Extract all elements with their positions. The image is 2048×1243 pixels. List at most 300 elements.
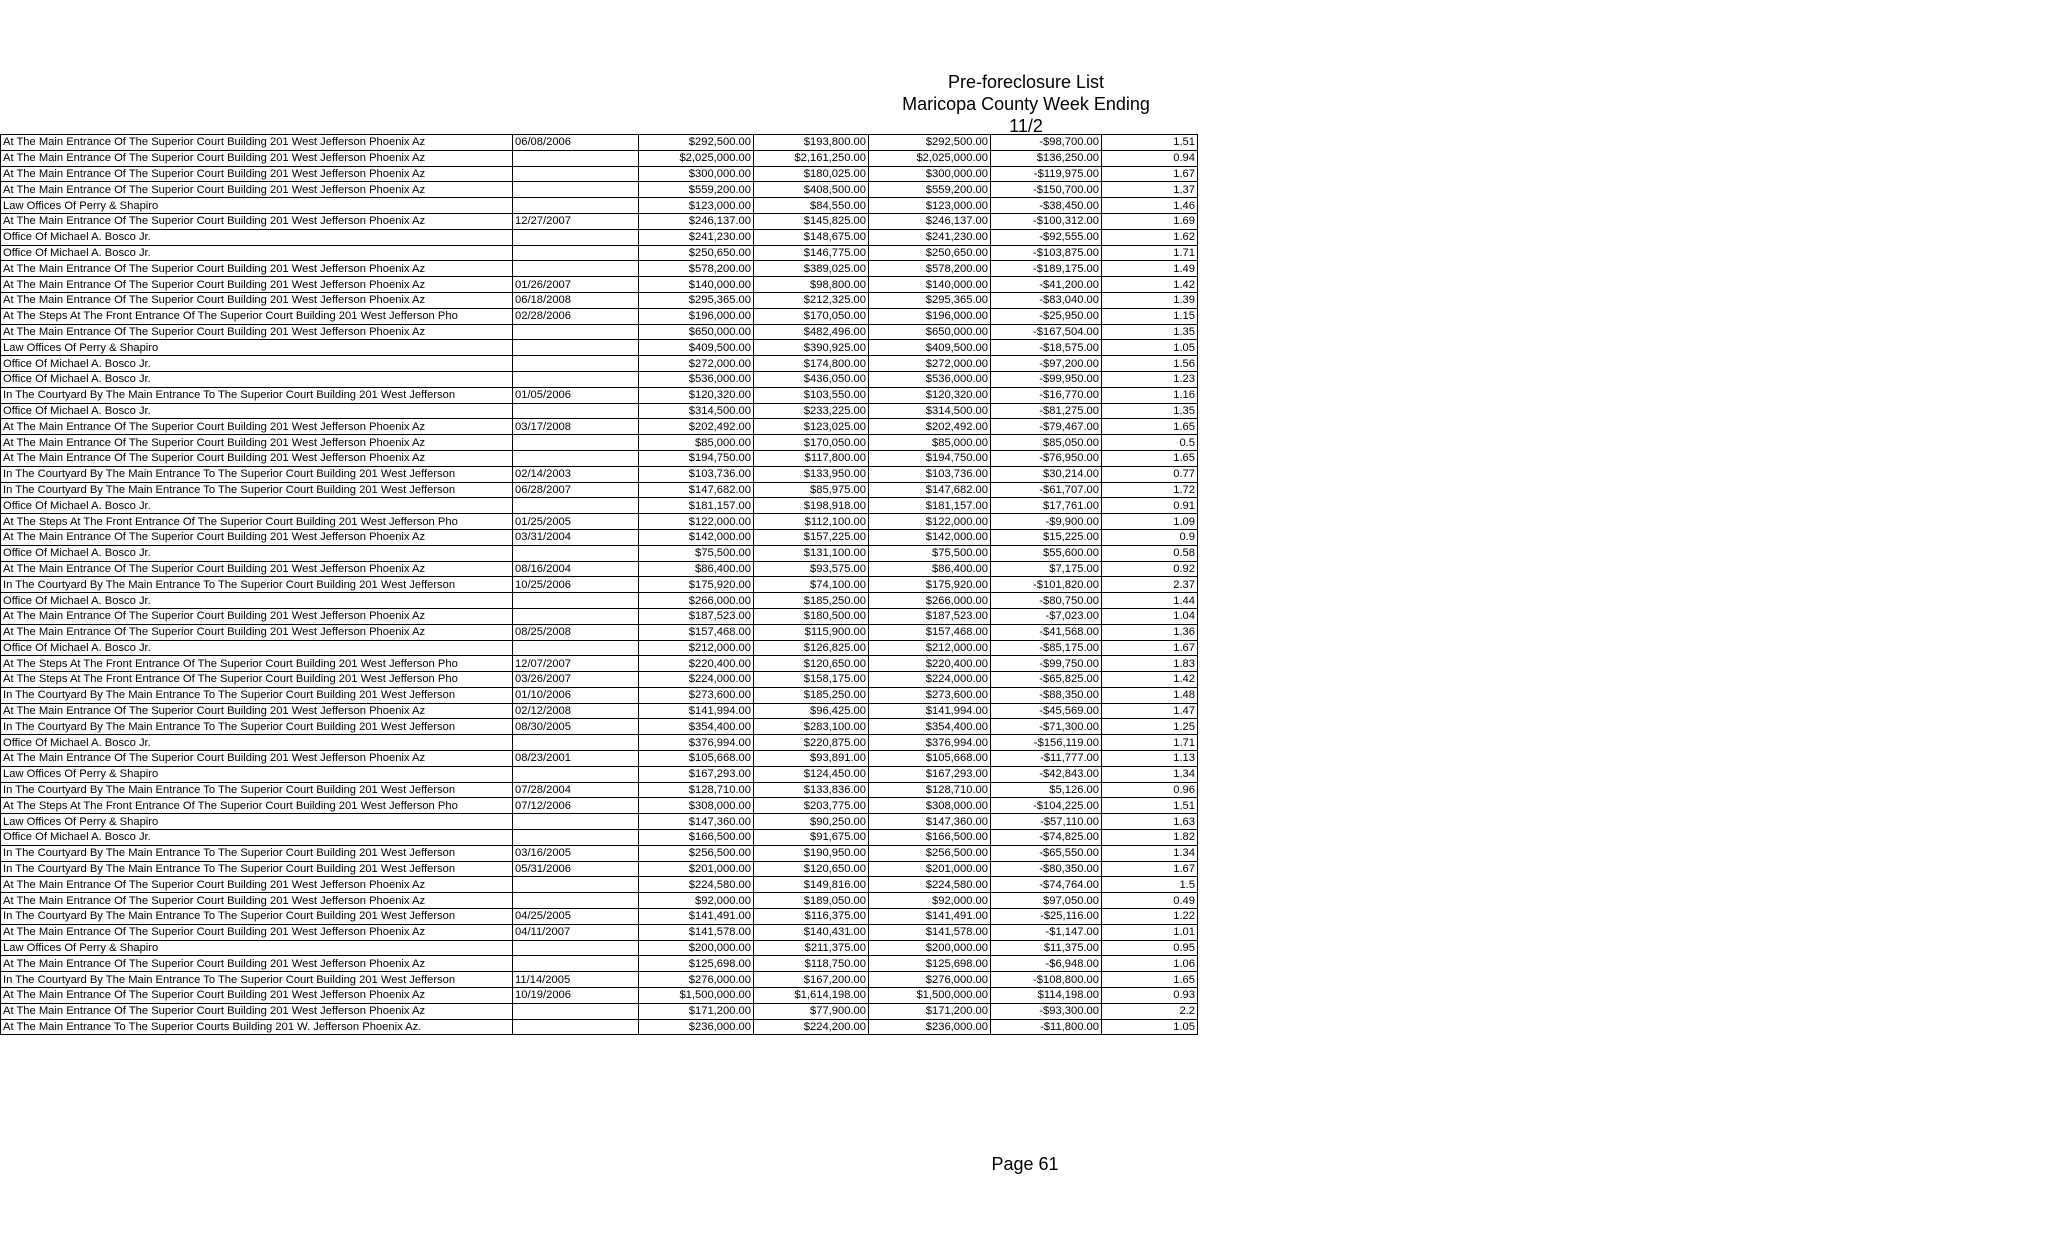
table-row: [1, 1019, 1198, 1035]
opening-bid-cell: $75,500.00: [639, 545, 754, 561]
loan-amount-cell: $300,000.00: [869, 166, 991, 182]
loan-amount-cell: $354,400.00: [869, 719, 991, 735]
ratio-cell: 0.94: [1102, 150, 1198, 166]
opening-bid-cell: $123,000.00: [639, 198, 754, 214]
ratio-cell: 1.35: [1102, 324, 1198, 340]
sale-location-cell: Office Of Michael A. Bosco Jr.: [1, 403, 513, 419]
equity-cell: -$57,110.00: [991, 814, 1102, 830]
sale-date-cell: [513, 1003, 639, 1019]
assessed-value-cell: $133,836.00: [754, 782, 869, 798]
sale-date-cell: 01/25/2005: [513, 514, 639, 530]
equity-cell: -$7,023.00: [991, 608, 1102, 624]
sale-location-cell: Law Offices Of Perry & Shapiro: [1, 340, 513, 356]
sale-location-cell: At The Main Entrance To The Superior Courts Building 201 W. Jefferson Phoenix Az.: [1, 1019, 513, 1035]
assessed-value-cell: $93,575.00: [754, 561, 869, 577]
sale-location-cell: At The Main Entrance Of The Superior Court Building 201 West Jefferson Phoenix Az: [1, 561, 513, 577]
preforeclosure-table: [0, 134, 1198, 1035]
table-row: [1, 735, 1198, 751]
sale-date-cell: 10/19/2006: [513, 988, 639, 1004]
assessed-value-cell: $212,325.00: [754, 292, 869, 308]
sale-location-cell: Law Offices Of Perry & Shapiro: [1, 198, 513, 214]
loan-amount-cell: $194,750.00: [869, 450, 991, 466]
sale-location-cell: Office Of Michael A. Bosco Jr.: [1, 593, 513, 609]
assessed-value-cell: $74,100.00: [754, 577, 869, 593]
opening-bid-cell: $167,293.00: [639, 766, 754, 782]
sale-date-cell: 01/26/2007: [513, 277, 639, 293]
sale-date-cell: [513, 956, 639, 972]
assessed-value-cell: $116,375.00: [754, 909, 869, 925]
opening-bid-cell: $295,365.00: [639, 292, 754, 308]
sale-location-cell: At The Main Entrance Of The Superior Court Building 201 West Jefferson Phoenix Az: [1, 751, 513, 767]
loan-amount-cell: $157,468.00: [869, 624, 991, 640]
sale-date-cell: 11/14/2005: [513, 972, 639, 988]
sale-date-cell: 03/17/2008: [513, 419, 639, 435]
sale-location-cell: At The Main Entrance Of The Superior Court Building 201 West Jefferson Phoenix Az: [1, 150, 513, 166]
loan-amount-cell: $147,360.00: [869, 814, 991, 830]
opening-bid-cell: $200,000.00: [639, 940, 754, 956]
ratio-cell: 1.42: [1102, 277, 1198, 293]
loan-amount-cell: $250,650.00: [869, 245, 991, 261]
table-row: [1, 261, 1198, 277]
ratio-cell: 0.5: [1102, 435, 1198, 451]
opening-bid-cell: $171,200.00: [639, 1003, 754, 1019]
sale-date-cell: [513, 814, 639, 830]
sale-location-cell: Office Of Michael A. Bosco Jr.: [1, 640, 513, 656]
sale-date-cell: 02/14/2003: [513, 466, 639, 482]
assessed-value-cell: $84,550.00: [754, 198, 869, 214]
equity-cell: -$83,040.00: [991, 292, 1102, 308]
sale-date-cell: [513, 498, 639, 514]
table-row: [1, 387, 1198, 403]
loan-amount-cell: $103,736.00: [869, 466, 991, 482]
table-row: [1, 814, 1198, 830]
table-row: [1, 356, 1198, 372]
assessed-value-cell: $157,225.00: [754, 529, 869, 545]
loan-amount-cell: $2,025,000.00: [869, 150, 991, 166]
loan-amount-cell: $75,500.00: [869, 545, 991, 561]
loan-amount-cell: $141,578.00: [869, 924, 991, 940]
sale-location-cell: At The Main Entrance Of The Superior Court Building 201 West Jefferson Phoenix Az: [1, 213, 513, 229]
opening-bid-cell: $241,230.00: [639, 229, 754, 245]
sale-location-cell: In The Courtyard By The Main Entrance To The Superior Court Building 201 West Jefferson: [1, 845, 513, 861]
ratio-cell: 1.83: [1102, 656, 1198, 672]
equity-cell: -$11,777.00: [991, 751, 1102, 767]
sale-date-cell: 04/11/2007: [513, 924, 639, 940]
equity-cell: -$119,975.00: [991, 166, 1102, 182]
opening-bid-cell: $181,157.00: [639, 498, 754, 514]
ratio-cell: 1.65: [1102, 419, 1198, 435]
assessed-value-cell: $120,650.00: [754, 861, 869, 877]
opening-bid-cell: $2,025,000.00: [639, 150, 754, 166]
sale-location-cell: At The Main Entrance Of The Superior Court Building 201 West Jefferson Phoenix Az: [1, 435, 513, 451]
sale-location-cell: At The Steps At The Front Entrance Of The Superior Court Building 201 West Jefferson Pho: [1, 672, 513, 688]
ratio-cell: 0.49: [1102, 893, 1198, 909]
opening-bid-cell: $300,000.00: [639, 166, 754, 182]
assessed-value-cell: $126,825.00: [754, 640, 869, 656]
opening-bid-cell: $166,500.00: [639, 830, 754, 846]
loan-amount-cell: $220,400.00: [869, 656, 991, 672]
equity-cell: -$38,450.00: [991, 198, 1102, 214]
loan-amount-cell: $141,491.00: [869, 909, 991, 925]
opening-bid-cell: $236,000.00: [639, 1019, 754, 1035]
ratio-cell: 1.67: [1102, 640, 1198, 656]
loan-amount-cell: $142,000.00: [869, 529, 991, 545]
loan-amount-cell: $120,320.00: [869, 387, 991, 403]
assessed-value-cell: $2,161,250.00: [754, 150, 869, 166]
opening-bid-cell: $86,400.00: [639, 561, 754, 577]
loan-amount-cell: $175,920.00: [869, 577, 991, 593]
sale-date-cell: 01/10/2006: [513, 687, 639, 703]
sale-date-cell: 01/05/2006: [513, 387, 639, 403]
assessed-value-cell: $158,175.00: [754, 672, 869, 688]
loan-amount-cell: $578,200.00: [869, 261, 991, 277]
sale-location-cell: At The Main Entrance Of The Superior Court Building 201 West Jefferson Phoenix Az: [1, 893, 513, 909]
sale-date-cell: 08/25/2008: [513, 624, 639, 640]
equity-cell: -$80,350.00: [991, 861, 1102, 877]
loan-amount-cell: $140,000.00: [869, 277, 991, 293]
equity-cell: -$61,707.00: [991, 482, 1102, 498]
sale-location-cell: Office Of Michael A. Bosco Jr.: [1, 735, 513, 751]
sale-date-cell: [513, 450, 639, 466]
opening-bid-cell: $272,000.00: [639, 356, 754, 372]
sale-date-cell: [513, 766, 639, 782]
loan-amount-cell: $122,000.00: [869, 514, 991, 530]
assessed-value-cell: $117,800.00: [754, 450, 869, 466]
loan-amount-cell: $212,000.00: [869, 640, 991, 656]
ratio-cell: 1.37: [1102, 182, 1198, 198]
loan-amount-cell: $167,293.00: [869, 766, 991, 782]
opening-bid-cell: $147,360.00: [639, 814, 754, 830]
opening-bid-cell: $120,320.00: [639, 387, 754, 403]
loan-amount-cell: $181,157.00: [869, 498, 991, 514]
equity-cell: -$16,770.00: [991, 387, 1102, 403]
loan-amount-cell: $292,500.00: [869, 135, 991, 151]
opening-bid-cell: $354,400.00: [639, 719, 754, 735]
assessed-value-cell: $233,225.00: [754, 403, 869, 419]
sale-location-cell: Office Of Michael A. Bosco Jr.: [1, 371, 513, 387]
sale-location-cell: In The Courtyard By The Main Entrance To The Superior Court Building 201 West Jefferson: [1, 782, 513, 798]
equity-cell: -$80,750.00: [991, 593, 1102, 609]
ratio-cell: 1.13: [1102, 751, 1198, 767]
assessed-value-cell: $115,900.00: [754, 624, 869, 640]
equity-cell: -$88,350.00: [991, 687, 1102, 703]
sale-date-cell: 06/08/2006: [513, 135, 639, 151]
table-row: [1, 213, 1198, 229]
sale-location-cell: In The Courtyard By The Main Entrance To The Superior Court Building 201 West Jefferson: [1, 687, 513, 703]
equity-cell: -$99,750.00: [991, 656, 1102, 672]
sale-date-cell: 03/16/2005: [513, 845, 639, 861]
loan-amount-cell: $224,000.00: [869, 672, 991, 688]
loan-amount-cell: $123,000.00: [869, 198, 991, 214]
sale-location-cell: In The Courtyard By The Main Entrance To The Superior Court Building 201 West Jefferson: [1, 719, 513, 735]
table-row: [1, 514, 1198, 530]
ratio-cell: 1.46: [1102, 198, 1198, 214]
table-body: [1, 135, 1198, 1035]
assessed-value-cell: $198,918.00: [754, 498, 869, 514]
assessed-value-cell: $103,550.00: [754, 387, 869, 403]
sale-date-cell: 08/23/2001: [513, 751, 639, 767]
equity-cell: $85,050.00: [991, 435, 1102, 451]
opening-bid-cell: $196,000.00: [639, 308, 754, 324]
sale-location-cell: At The Main Entrance Of The Superior Court Building 201 West Jefferson Phoenix Az: [1, 956, 513, 972]
assessed-value-cell: $203,775.00: [754, 798, 869, 814]
sale-date-cell: 07/12/2006: [513, 798, 639, 814]
loan-amount-cell: $376,994.00: [869, 735, 991, 751]
loan-amount-cell: $105,668.00: [869, 751, 991, 767]
loan-amount-cell: $272,000.00: [869, 356, 991, 372]
ratio-cell: 2.37: [1102, 577, 1198, 593]
assessed-value-cell: $93,891.00: [754, 751, 869, 767]
table-row: [1, 972, 1198, 988]
sale-date-cell: [513, 261, 639, 277]
ratio-cell: 1.82: [1102, 830, 1198, 846]
assessed-value-cell: $283,100.00: [754, 719, 869, 735]
assessed-value-cell: $1,614,198.00: [754, 988, 869, 1004]
sale-date-cell: [513, 340, 639, 356]
table-row: [1, 466, 1198, 482]
sale-location-cell: In The Courtyard By The Main Entrance To The Superior Court Building 201 West Jefferson: [1, 466, 513, 482]
opening-bid-cell: $187,523.00: [639, 608, 754, 624]
sale-location-cell: At The Main Entrance Of The Superior Court Building 201 West Jefferson Phoenix Az: [1, 292, 513, 308]
sale-location-cell: Office Of Michael A. Bosco Jr.: [1, 498, 513, 514]
table-row: [1, 956, 1198, 972]
equity-cell: -$18,575.00: [991, 340, 1102, 356]
ratio-cell: 0.92: [1102, 561, 1198, 577]
loan-amount-cell: $92,000.00: [869, 893, 991, 909]
ratio-cell: 1.69: [1102, 213, 1198, 229]
ratio-cell: 1.67: [1102, 166, 1198, 182]
opening-bid-cell: $220,400.00: [639, 656, 754, 672]
sale-location-cell: At The Main Entrance Of The Superior Court Building 201 West Jefferson Phoenix Az: [1, 608, 513, 624]
opening-bid-cell: $141,491.00: [639, 909, 754, 925]
sale-location-cell: At The Main Entrance Of The Superior Court Building 201 West Jefferson Phoenix Az: [1, 703, 513, 719]
sale-location-cell: At The Steps At The Front Entrance Of The Superior Court Building 201 West Jefferson Pho: [1, 798, 513, 814]
loan-amount-cell: $85,000.00: [869, 435, 991, 451]
equity-cell: -$76,950.00: [991, 450, 1102, 466]
equity-cell: -$104,225.00: [991, 798, 1102, 814]
sale-date-cell: 08/16/2004: [513, 561, 639, 577]
sale-date-cell: [513, 150, 639, 166]
opening-bid-cell: $224,000.00: [639, 672, 754, 688]
equity-cell: -$79,467.00: [991, 419, 1102, 435]
ratio-cell: 1.51: [1102, 135, 1198, 151]
assessed-value-cell: $148,675.00: [754, 229, 869, 245]
sale-date-cell: [513, 435, 639, 451]
sale-date-cell: [513, 735, 639, 751]
sale-date-cell: 02/12/2008: [513, 703, 639, 719]
table-row: [1, 766, 1198, 782]
assessed-value-cell: $390,925.00: [754, 340, 869, 356]
ratio-cell: 1.05: [1102, 340, 1198, 356]
table-row: [1, 940, 1198, 956]
equity-cell: $55,600.00: [991, 545, 1102, 561]
opening-bid-cell: $273,600.00: [639, 687, 754, 703]
ratio-cell: 1.34: [1102, 766, 1198, 782]
table-row: [1, 324, 1198, 340]
opening-bid-cell: $409,500.00: [639, 340, 754, 356]
sale-date-cell: [513, 940, 639, 956]
ratio-cell: 0.58: [1102, 545, 1198, 561]
equity-cell: -$71,300.00: [991, 719, 1102, 735]
equity-cell: -$1,147.00: [991, 924, 1102, 940]
assessed-value-cell: $145,825.00: [754, 213, 869, 229]
loan-amount-cell: $308,000.00: [869, 798, 991, 814]
assessed-value-cell: $146,775.00: [754, 245, 869, 261]
ratio-cell: 1.06: [1102, 956, 1198, 972]
equity-cell: $97,050.00: [991, 893, 1102, 909]
opening-bid-cell: $194,750.00: [639, 450, 754, 466]
assessed-value-cell: $224,200.00: [754, 1019, 869, 1035]
table-row: [1, 656, 1198, 672]
assessed-value-cell: $482,496.00: [754, 324, 869, 340]
table-row: [1, 577, 1198, 593]
opening-bid-cell: $175,920.00: [639, 577, 754, 593]
table-row: [1, 798, 1198, 814]
opening-bid-cell: $578,200.00: [639, 261, 754, 277]
equity-cell: -$98,700.00: [991, 135, 1102, 151]
sale-location-cell: At The Main Entrance Of The Superior Court Building 201 West Jefferson Phoenix Az: [1, 624, 513, 640]
ratio-cell: 1.49: [1102, 261, 1198, 277]
equity-cell: $136,250.00: [991, 150, 1102, 166]
ratio-cell: 1.15: [1102, 308, 1198, 324]
sale-date-cell: [513, 182, 639, 198]
sale-date-cell: [513, 593, 639, 609]
equity-cell: -$45,569.00: [991, 703, 1102, 719]
opening-bid-cell: $650,000.00: [639, 324, 754, 340]
sale-date-cell: [513, 545, 639, 561]
equity-cell: -$85,175.00: [991, 640, 1102, 656]
sale-location-cell: At The Main Entrance Of The Superior Court Building 201 West Jefferson Phoenix Az: [1, 135, 513, 151]
sale-date-cell: 06/28/2007: [513, 482, 639, 498]
table-row: [1, 545, 1198, 561]
report-subtitle: Maricopa County Week Ending 11/2: [902, 94, 1150, 136]
opening-bid-cell: $314,500.00: [639, 403, 754, 419]
table-row: [1, 371, 1198, 387]
table-row: [1, 277, 1198, 293]
opening-bid-cell: $202,492.00: [639, 419, 754, 435]
sale-location-cell: Law Offices Of Perry & Shapiro: [1, 940, 513, 956]
table-row: [1, 703, 1198, 719]
opening-bid-cell: $147,682.00: [639, 482, 754, 498]
opening-bid-cell: $376,994.00: [639, 735, 754, 751]
table-row: [1, 608, 1198, 624]
ratio-cell: 0.96: [1102, 782, 1198, 798]
opening-bid-cell: $308,000.00: [639, 798, 754, 814]
sale-location-cell: At The Main Entrance Of The Superior Court Building 201 West Jefferson Phoenix Az: [1, 988, 513, 1004]
opening-bid-cell: $122,000.00: [639, 514, 754, 530]
ratio-cell: 1.56: [1102, 356, 1198, 372]
table-row: [1, 198, 1198, 214]
ratio-cell: 1.01: [1102, 924, 1198, 940]
assessed-value-cell: $170,050.00: [754, 435, 869, 451]
assessed-value-cell: $190,950.00: [754, 845, 869, 861]
assessed-value-cell: $389,025.00: [754, 261, 869, 277]
equity-cell: -$42,843.00: [991, 766, 1102, 782]
sale-date-cell: [513, 166, 639, 182]
assessed-value-cell: $170,050.00: [754, 308, 869, 324]
opening-bid-cell: $92,000.00: [639, 893, 754, 909]
sale-location-cell: Office Of Michael A. Bosco Jr.: [1, 830, 513, 846]
table-row: [1, 924, 1198, 940]
equity-cell: $7,175.00: [991, 561, 1102, 577]
equity-cell: -$81,275.00: [991, 403, 1102, 419]
equity-cell: -$150,700.00: [991, 182, 1102, 198]
opening-bid-cell: $141,578.00: [639, 924, 754, 940]
sale-location-cell: In The Courtyard By The Main Entrance To The Superior Court Building 201 West Jefferson: [1, 577, 513, 593]
opening-bid-cell: $559,200.00: [639, 182, 754, 198]
equity-cell: -$93,300.00: [991, 1003, 1102, 1019]
loan-amount-cell: $141,994.00: [869, 703, 991, 719]
sale-location-cell: At The Main Entrance Of The Superior Court Building 201 West Jefferson Phoenix Az: [1, 419, 513, 435]
table-row: [1, 893, 1198, 909]
assessed-value-cell: $149,816.00: [754, 877, 869, 893]
sale-location-cell: In The Courtyard By The Main Entrance To The Superior Court Building 201 West Jefferson: [1, 387, 513, 403]
sale-location-cell: Office Of Michael A. Bosco Jr.: [1, 229, 513, 245]
loan-amount-cell: $276,000.00: [869, 972, 991, 988]
loan-amount-cell: $241,230.00: [869, 229, 991, 245]
ratio-cell: 1.67: [1102, 861, 1198, 877]
sale-location-cell: Office Of Michael A. Bosco Jr.: [1, 545, 513, 561]
ratio-cell: 1.39: [1102, 292, 1198, 308]
ratio-cell: 1.05: [1102, 1019, 1198, 1035]
opening-bid-cell: $536,000.00: [639, 371, 754, 387]
loan-amount-cell: $273,600.00: [869, 687, 991, 703]
equity-cell: -$101,820.00: [991, 577, 1102, 593]
table-row: [1, 135, 1198, 151]
sale-date-cell: [513, 245, 639, 261]
table-row: [1, 782, 1198, 798]
table-row: [1, 166, 1198, 182]
ratio-cell: 1.51: [1102, 798, 1198, 814]
loan-amount-cell: $125,698.00: [869, 956, 991, 972]
table-row: [1, 292, 1198, 308]
opening-bid-cell: $276,000.00: [639, 972, 754, 988]
ratio-cell: 0.77: [1102, 466, 1198, 482]
opening-bid-cell: $105,668.00: [639, 751, 754, 767]
loan-amount-cell: $650,000.00: [869, 324, 991, 340]
sale-date-cell: [513, 893, 639, 909]
sale-location-cell: Office Of Michael A. Bosco Jr.: [1, 356, 513, 372]
assessed-value-cell: $167,200.00: [754, 972, 869, 988]
sale-location-cell: At The Main Entrance Of The Superior Court Building 201 West Jefferson Phoenix Az: [1, 182, 513, 198]
opening-bid-cell: $1,500,000.00: [639, 988, 754, 1004]
opening-bid-cell: $201,000.00: [639, 861, 754, 877]
table-row: [1, 561, 1198, 577]
sale-location-cell: Law Offices Of Perry & Shapiro: [1, 766, 513, 782]
sale-location-cell: At The Main Entrance Of The Superior Court Building 201 West Jefferson Phoenix Az: [1, 1003, 513, 1019]
sale-date-cell: 07/28/2004: [513, 782, 639, 798]
ratio-cell: 1.34: [1102, 845, 1198, 861]
assessed-value-cell: $211,375.00: [754, 940, 869, 956]
ratio-cell: 0.9: [1102, 529, 1198, 545]
loan-amount-cell: $256,500.00: [869, 845, 991, 861]
sale-date-cell: [513, 324, 639, 340]
ratio-cell: 0.93: [1102, 988, 1198, 1004]
sale-date-cell: 05/31/2006: [513, 861, 639, 877]
report-title: Pre-foreclosure List: [947, 72, 1105, 92]
loan-amount-cell: $128,710.00: [869, 782, 991, 798]
equity-cell: -$167,504.00: [991, 324, 1102, 340]
opening-bid-cell: $128,710.00: [639, 782, 754, 798]
assessed-value-cell: $189,050.00: [754, 893, 869, 909]
sale-date-cell: 12/27/2007: [513, 213, 639, 229]
sale-date-cell: [513, 830, 639, 846]
equity-cell: -$103,875.00: [991, 245, 1102, 261]
sale-date-cell: [513, 640, 639, 656]
equity-cell: -$25,950.00: [991, 308, 1102, 324]
assessed-value-cell: $123,025.00: [754, 419, 869, 435]
opening-bid-cell: $212,000.00: [639, 640, 754, 656]
